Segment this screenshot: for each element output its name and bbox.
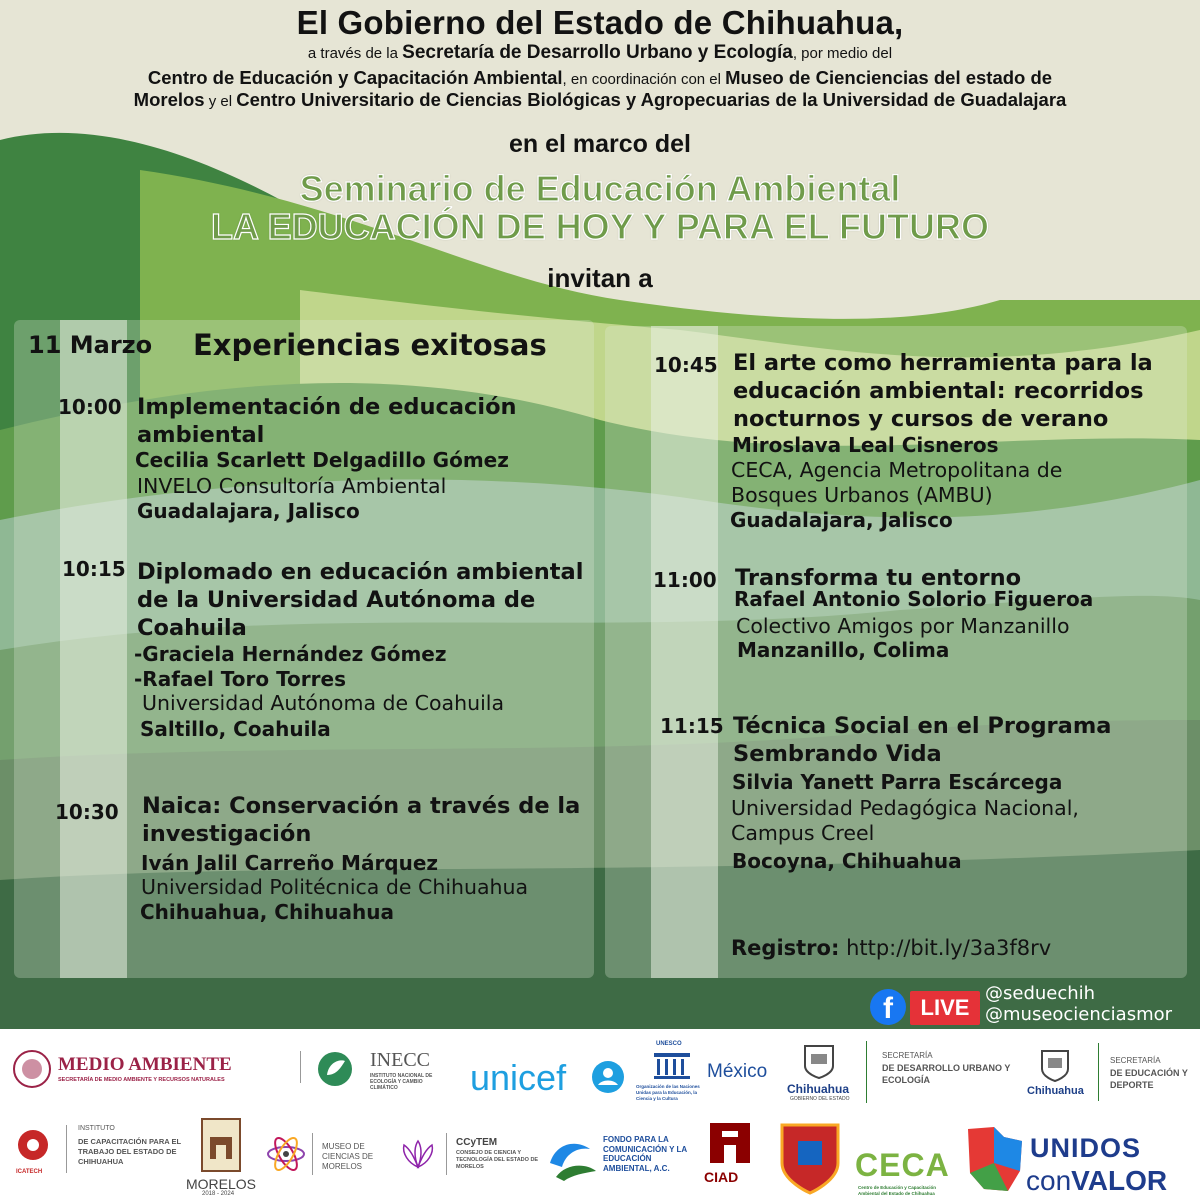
logo-medio-ambiente: MEDIO AMBIENTE bbox=[58, 1054, 232, 1075]
logo-sed-name: DE EDUCACIÓN Y DEPORTE bbox=[1110, 1068, 1188, 1090]
logo-unidos-con: conVALOR bbox=[1026, 1165, 1168, 1196]
header-marco: en el marco del bbox=[508, 130, 692, 158]
logo-morelos-years: 2018 - 2024 bbox=[202, 1191, 235, 1197]
session-institution: Universidad Pedagógica Nacional, Campus Creel bbox=[731, 796, 1079, 845]
session-speaker: Rafael Antonio Solorio Figueroa bbox=[734, 587, 1094, 611]
logo-icatech-top: INSTITUTO bbox=[78, 1125, 115, 1132]
logo-ccytem-sub: CONSEJO DE CIENCIA Y TECNOLOGÍA DEL ESTADO DE MORELOS bbox=[456, 1150, 539, 1170]
session-title: Transforma tu entorno bbox=[735, 565, 1022, 591]
session-title: Diplomado en educación ambiental de la Universidad Autónoma de Coahuila bbox=[137, 559, 584, 641]
session-title: Técnica Social en el Programa Sembrando Vida bbox=[733, 713, 1112, 767]
divider bbox=[1098, 1043, 1099, 1101]
unesco-temple-icon bbox=[652, 1049, 692, 1081]
facebook-icon[interactable]: f bbox=[870, 989, 906, 1025]
logo-fondo: FONDO PARA LA COMUNICACIÓN Y LA EDUCACIÓN AMBIENTAL, A.C. bbox=[603, 1135, 687, 1173]
program-title: Experiencias exitosas bbox=[193, 328, 547, 362]
logo-sed-top: SECRETARÍA bbox=[1110, 1056, 1161, 1065]
social-handle[interactable]: @museocienciasmor bbox=[985, 1004, 1173, 1025]
header-line-3: Centro de Educación y Capacitación Ambiental, en coordinación con el Museo de Cienciencias del estado de bbox=[147, 67, 1053, 88]
session-time: 11:15 bbox=[660, 714, 724, 738]
logo-morelos: MORELOS bbox=[186, 1176, 257, 1192]
session-speaker: Cecilia Scarlett Delgadillo Gómez bbox=[135, 448, 509, 472]
logo-ceca: CECA bbox=[855, 1147, 950, 1183]
session-speaker: -Rafael Toro Torres bbox=[134, 667, 346, 691]
social-bar bbox=[868, 983, 1200, 1029]
logo-inecc-sub: INSTITUTO NACIONAL DE ECOLOGÍA Y CAMBIO CLIMÁTICO bbox=[370, 1073, 433, 1091]
divider bbox=[312, 1133, 313, 1175]
logo-unesco: UNESCO bbox=[656, 1041, 682, 1047]
session-institution: Universidad Politécnica de Chihuahua bbox=[141, 875, 529, 899]
ciad-icon bbox=[704, 1119, 756, 1167]
social-handle[interactable]: @seduechih bbox=[985, 983, 1096, 1004]
logo-ccytem: CCyTEM bbox=[456, 1137, 498, 1148]
session-title: Implementación de educación ambiental bbox=[137, 394, 517, 448]
morelos-emblem-icon bbox=[200, 1117, 242, 1173]
session-institution: Universidad Autónoma de Coahuila bbox=[142, 691, 505, 715]
live-badge: LIVE bbox=[910, 991, 980, 1025]
logo-ceca-sub: Centro de Educación y Capacitación Ambiental del Estado de Chihuahua bbox=[858, 1185, 937, 1196]
divider bbox=[866, 1041, 867, 1103]
header-line-4: Morelos y el Centro Universitario de Ciencias Biológicas y Agropecuarias de la Universidad de Guadalajara bbox=[133, 89, 1067, 110]
divider bbox=[66, 1125, 67, 1173]
logo-museo: MUSEO DE CIENCIAS DE MORELOS bbox=[322, 1142, 374, 1171]
registration-link[interactable]: http://bit.ly/3a3f8rv bbox=[846, 936, 1052, 960]
session-speaker: Silvia Yanett Parra Escárcega bbox=[732, 770, 1063, 794]
session-time: 11:00 bbox=[653, 568, 717, 592]
time-column-right bbox=[651, 326, 718, 978]
session-speaker: Iván Jalil Carreño Márquez bbox=[141, 851, 439, 875]
atom-icon bbox=[265, 1133, 307, 1175]
chihuahua-map-icon bbox=[964, 1123, 1026, 1195]
session-title: Naica: Conservación a través de la investigación bbox=[142, 793, 581, 847]
unicef-family-icon bbox=[590, 1059, 626, 1095]
logo-sedue-name: DE DESARROLLO URBANO Y ECOLOGÍA bbox=[882, 1063, 1011, 1085]
udg-shield-icon bbox=[778, 1119, 842, 1197]
seminar-subtitle: LA EDUCACIÓN DE HOY Y PARA EL FUTURO bbox=[210, 206, 990, 247]
logo-unidos: UNIDOS bbox=[1030, 1133, 1142, 1163]
session-location: Manzanillo, Colima bbox=[737, 638, 950, 662]
session-time: 10:15 bbox=[62, 557, 126, 581]
logo-medio-ambiente-sub: SECRETARÍA DE MEDIO AMBIENTE Y RECURSOS NATURALES bbox=[58, 1077, 225, 1083]
logo-unicef: unicef bbox=[470, 1057, 567, 1098]
session-time: 10:00 bbox=[58, 395, 122, 419]
logo-sedue-top: SECRETARÍA bbox=[882, 1051, 933, 1060]
session-institution: Colectivo Amigos por Manzanillo bbox=[736, 614, 1070, 638]
divider bbox=[300, 1051, 301, 1083]
header-line-2: a través de la Secretaría de Desarrollo Urbano y Ecología, por medio del bbox=[307, 42, 893, 63]
logo-ciad: CIAD bbox=[704, 1169, 739, 1185]
session-location: Guadalajara, Jalisco bbox=[730, 508, 953, 532]
logo-unesco-sub: Organización de las Naciones Unidas para la Educación, la Ciencia y la Cultura bbox=[636, 1084, 700, 1101]
session-title: El arte como herramienta para la educación ambiental: recorridos nocturnos y cursos de verano bbox=[733, 350, 1153, 432]
seminar-title: Seminario de Educación Ambiental bbox=[299, 168, 901, 209]
header-title: El Gobierno del Estado de Chihuahua, bbox=[296, 4, 904, 41]
session-institution: CECA, Agencia Metropolitana de Bosques Urbanos (AMBU) bbox=[731, 458, 1063, 507]
session-location: Guadalajara, Jalisco bbox=[137, 499, 360, 523]
chihuahua-shield-icon bbox=[803, 1044, 835, 1080]
logo-icatech: ICATECH bbox=[16, 1169, 43, 1175]
session-location: Chihuahua, Chihuahua bbox=[140, 900, 394, 924]
registration bbox=[731, 936, 1051, 960]
logo-inecc: INECC bbox=[370, 1049, 430, 1071]
inecc-leaf-icon bbox=[315, 1049, 355, 1089]
fondo-swirl-icon bbox=[546, 1133, 600, 1183]
logo-chihuahua: Chihuahua bbox=[787, 1082, 849, 1096]
session-location: Saltillo, Coahuila bbox=[140, 717, 331, 741]
session-time: 10:30 bbox=[55, 800, 119, 824]
chihuahua-shield-icon bbox=[1040, 1049, 1070, 1083]
session-institution: INVELO Consultoría Ambiental bbox=[137, 474, 447, 498]
session-location: Bocoyna, Chihuahua bbox=[732, 849, 962, 873]
logo-chihuahua: Chihuahua bbox=[1027, 1085, 1084, 1097]
icatech-emblem-icon bbox=[16, 1125, 50, 1165]
registration-label: Registro: bbox=[731, 936, 840, 960]
logo-icatech-name: DE CAPACITACIÓN PARA EL TRABAJO DEL ESTADO DE CHIHUAHUA bbox=[78, 1137, 181, 1166]
session-time: 10:45 bbox=[654, 353, 718, 377]
eagle-seal-icon bbox=[12, 1049, 52, 1089]
divider bbox=[446, 1133, 447, 1175]
sponsor-logos bbox=[0, 1029, 1200, 1200]
header-invitan: invitan a bbox=[547, 263, 653, 293]
lotus-icon bbox=[398, 1137, 438, 1171]
session-speaker: Miroslava Leal Cisneros bbox=[732, 433, 999, 457]
session-speaker: -Graciela Hernández Gómez bbox=[134, 642, 447, 666]
logo-chihuahua-sub: GOBIERNO DEL ESTADO bbox=[790, 1096, 850, 1102]
program-date: 11 Marzo bbox=[28, 331, 153, 359]
logo-mexico: México bbox=[707, 1061, 768, 1082]
